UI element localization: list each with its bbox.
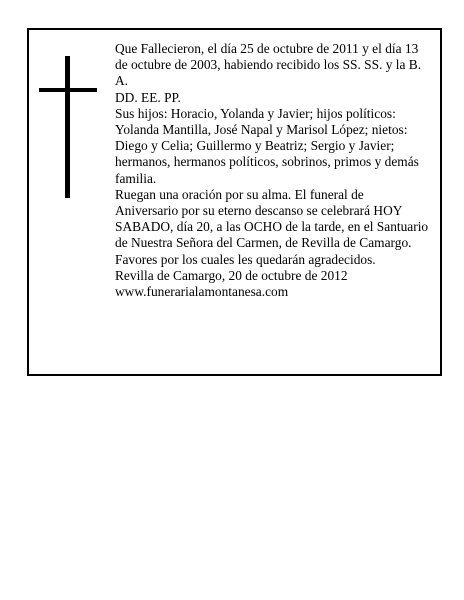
rip-abbreviation: DD. EE. PP. (115, 89, 181, 105)
website-link[interactable]: www.funerarialamontanesa.com (115, 284, 289, 300)
funeral-paragraph: Ruegan una oración por su alma. El funeral de Aniversario por su eterno descanso se celebrará HOY SABADO, día 20, a las OCHO de la tarde, en el Santuario de Nuestra Señora del Carmen, de Revilla de Camargo. Favores por los cuales les quedarán agradecidos. (115, 186, 429, 267)
death-dates-paragraph: Que Fallecieron, el día 25 de octubre de 2011 y el día 13 de octubre de 2003, habiendo recibido los SS. SS. y la B. A. (115, 41, 422, 89)
latin-cross-icon (39, 56, 97, 198)
obituary-notice-frame (27, 28, 442, 376)
place-date-line: Revilla de Camargo, 20 de octubre de 2012 (115, 267, 348, 283)
notice-text (115, 41, 429, 300)
cross-horizontal-bar (39, 88, 97, 92)
family-paragraph: Sus hijos: Horacio, Yolanda y Javier; hijos políticos: Yolanda Mantilla, José Napal y Marisol López; nietos: Diego y Celia; Guillermo y Beatriz; Sergio y Javier; hermanos, hermanos políticos, sobrinos, primos y demás familia. (115, 105, 419, 186)
cross-vertical-bar (65, 56, 70, 198)
